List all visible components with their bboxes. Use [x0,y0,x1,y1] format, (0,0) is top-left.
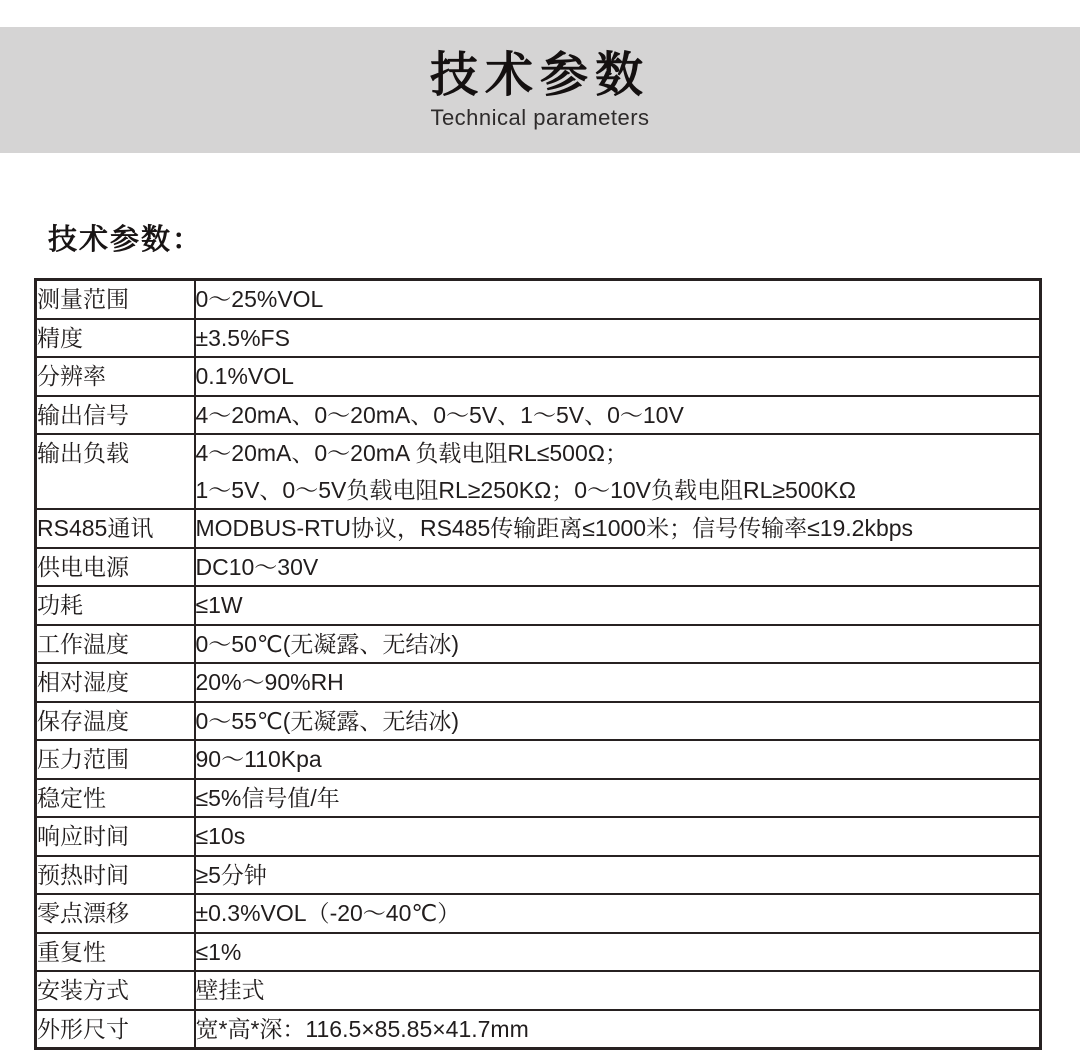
table-row [36,663,1041,702]
spec-value [195,817,1041,856]
spec-label: 功耗 [36,586,195,625]
spec-value [195,856,1041,895]
spec-value-line: 0～55℃(无凝露、无结冰) [195,707,460,734]
table-row [36,509,1041,548]
spec-value-line: 宽*高*深：116.5×85.85×41.7mm [195,1015,529,1042]
spec-value-line: 20%～90%RH [195,669,344,695]
spec-value-line: 0～50℃(无凝露、无结冰) [195,630,460,657]
spec-value-line: 0～25%VOL [195,286,324,312]
spec-value [195,319,1041,358]
spec-value [195,740,1041,779]
spec-label: 相对湿度 [36,663,195,702]
spec-value [195,434,1041,509]
spec-value-line: ≤5%信号值/年 [195,784,340,811]
spec-label: 稳定性 [36,779,195,818]
spec-value [195,971,1041,1010]
spec-label: 分辨率 [36,357,195,396]
table-row [36,434,1041,509]
spec-value-line: 90～110Kpa [195,746,322,772]
spec-label: 工作温度 [36,625,195,664]
table-row [36,357,1041,396]
table-row [36,817,1041,856]
spec-label: 压力范围 [36,740,195,779]
spec-value [195,663,1041,702]
header-banner [0,27,1080,153]
spec-label: 响应时间 [36,817,195,856]
spec-value-line: ±0.3%VOL（-20～40℃） [195,900,461,926]
spec-value-line: 4～20mA、0～20mA、0～5V、1～5V、0～10V [195,401,684,428]
spec-value [195,548,1041,587]
table-row [36,933,1041,972]
spec-label: 保存温度 [36,702,195,741]
spec-label: 测量范围 [36,280,195,319]
spec-value [195,396,1041,435]
spec-value-line: 壁挂式 [195,977,265,1003]
spec-label: 零点漂移 [36,894,195,933]
spec-value-line: ≤10s [195,823,246,849]
spec-value [195,894,1041,933]
spec-label: 输出负载 [36,434,195,509]
page-subtitle: Technical parameters [430,105,650,131]
table-row [36,625,1041,664]
table-row [36,779,1041,818]
table-row [36,1010,1041,1049]
table-row [36,280,1041,319]
section-heading: 技术参数： [48,224,204,256]
spec-label: 供电电源 [36,548,195,587]
spec-value [195,702,1041,741]
spec-value [195,933,1041,972]
spec-value [195,779,1041,818]
spec-value [195,625,1041,664]
spec-value [195,586,1041,625]
table-row [36,740,1041,779]
table-row [36,396,1041,435]
table-row [36,586,1041,625]
spec-value-line: DC10～30V [195,553,319,580]
spec-value-line: 4～20mA、0～20mA 负载电阻RL≤500Ω； [195,440,628,466]
spec-value [195,509,1041,548]
spec-value-line: MODBUS-RTU协议，RS485传输距离≤1000米；信号传输率≤19.2kbps [195,515,914,541]
spec-value-line: ≥5分钟 [195,861,267,888]
spec-label: 外形尺寸 [36,1010,195,1049]
table-row [36,319,1041,358]
spec-value-line: ≤1% [195,938,242,965]
table-row [36,548,1041,587]
table-row [36,702,1041,741]
spec-label: 精度 [36,319,195,358]
spec-label: 预热时间 [36,856,195,895]
table-row [36,894,1041,933]
spec-label: 重复性 [36,933,195,972]
spec-label: 输出信号 [36,396,195,435]
page-title: 技术参数 [429,48,650,102]
spec-value-line: 0.1%VOL [195,363,294,389]
table-row [36,856,1041,895]
spec-label: RS485通讯 [36,509,195,548]
spec-value-line: ±3.5%FS [195,324,290,351]
spec-value-line: ≤1W [195,592,243,618]
spec-table [34,278,1042,1050]
spec-value-line: 1～5V、0～5V负载电阻RL≥250KΩ；0～10V负载电阻RL≥500KΩ [195,476,856,503]
spec-label: 安装方式 [36,971,195,1010]
page [0,27,1080,1050]
spec-value [195,1010,1041,1049]
spec-value [195,280,1041,319]
spec-value [195,357,1041,396]
spec-table-body [36,280,1041,1049]
table-row [36,971,1041,1010]
